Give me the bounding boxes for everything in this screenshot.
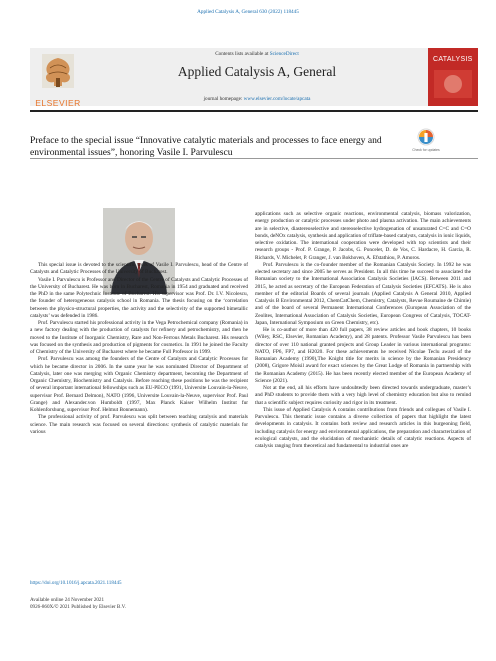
publisher-wordmark: ELSEVIER bbox=[35, 98, 81, 108]
body-paragraph: He is co-author of more than 420 full papers, 38 review articles and book chapters, 10 books (Wiley, RSC, Elsevier, Romanian Academy), and 28 patents. Professor Vasile Parvulescu has been director of over 110 national granted projects and Group Leader in various international programs: NATO, FP6, FP7, and H2020. For these achievements he received Nicolae Teclu award of the Romanian Academy (1990),The Knight title for merits in science by the Romanian Presidency (2008), Grigore Moisil award for exact sciences by the Great Lodge of Romania in partnership with the Romanian Academy (2015). He has been recently elected member of the European Academy of Science (2021). bbox=[255, 327, 471, 384]
sciencedirect-link[interactable]: ScienceDirect bbox=[269, 51, 299, 57]
body-paragraph: This issue of Applied Catalysis A contains contributions from friends and collegues of Vasile I. Parvulescu. This thematic issue contains a diverse collection of papers that highlight the latest developments in catalysis. It contains both review and research articles in this burgeoning field, including catalysis for energy and environmental applications, the preparation and characterization of ecological catalysts, and the elucidation of mechanistic details of catalytic reactions. Aspects of catalysis ranging from theoretical and fundamental to industrial ones are bbox=[255, 406, 471, 449]
body-paragraph: This special issue is devoted to the scientific work of Vasile I. Parvulescu, head of the Centre of Catalysts and Catalytic Processes of the University of Bucharest. bbox=[30, 262, 248, 276]
journal-title: Applied Catalysis A, General bbox=[177, 64, 337, 79]
cover-artwork bbox=[428, 48, 478, 106]
copyright-notice: 0926-860X/© 2021 Published by Elsevier B.V. bbox=[30, 604, 126, 611]
body-column-right bbox=[255, 211, 471, 450]
contents-prefix: Contents lists available at bbox=[215, 51, 270, 57]
homepage-link[interactable]: www.elsevier.com/locate/apcata bbox=[243, 96, 311, 102]
available-online-date: Available online 24 November 2021 bbox=[30, 597, 105, 603]
body-paragraph: The professional activity of prof. Parvulescu was split between teaching catalysis and materials science. The main research was focused on several directions: synthesis of catalytic materials for various bbox=[30, 414, 248, 435]
body-paragraph: Prof. Parvulescu was among the founders of the Centre of Catalysts and Catalytic Processes for which he became director in 2006. In the same year he was nominated Director of Department of Catalysis, later one was merging with Organic Chemistry department, becoming the Department of Organic Chemistry, Biochemistry and Catalysis. Before reaching these positions he was the recipient of several important international fellowships such as EU-PECO (1991, Universite Louvain-la-Neuve, supervisor Prof. Bernard Delmon), NATO (1996, Universite Louvain-la-Neuve, supervisor Prof. Paul Grange) and Alexander.von Humboldt (1997, Max Planck Kaiser Wilhelm Institut fur Kohlenforshung, supervisor Prof. Helmut Bonnemann). bbox=[30, 356, 248, 413]
doi-link[interactable]: https://doi.org/10.1016/j.apcata.2021.118445 bbox=[30, 580, 122, 586]
cover-title: CATALYSIS bbox=[433, 56, 473, 63]
body-paragraph: Prof. Parvulescu is the co-founder member of the Romanian Catalysis Society. In 1992 he was elected secretary and since 2005 he serves as President. In all this time he succeed to associated the Romanian society to the International Association Catalysis Societies (IACS). Between 2011 and 2015, he acted as secretary of the European Federation of Catalysis Societies (EFCATS). He is also member of the editorial Boards of several journals (Applied Catalysis A General 2010, Applied Catalysis B Environmental 2012, ChemCatChem, Chemistry, Catalysts, Revue Roumaine de Chimie) and of the board of several Permanent International Conferences (European Association of the Zeolites, International Association of Catalysis Societies, European Congress of Catalysis, TOCAT-Japan, International Symposium on Green Chemistry, etc). bbox=[255, 261, 471, 326]
crossmark-label[interactable]: Check for updates bbox=[412, 148, 440, 152]
body-paragraph: applications such as selective organic reactions, environmental catalysis, biomass valorization, energy production or catalytic processes under photo and plasma activation. The main achievements are in selective, diastereoselective and stereoselective hydrogenation of unsaturated C=C and C=O bonds, deNOx catalysis, synthesis and application of triflate-based catalysts, catalysis in ionic liquids, selective oxidation. The international cooperation were developed with top scientists and their research groups - Prof. P. Grange, P. Jacobs, G. Poncelet, D. de Vos, C. Hardacre, H. Garcia, R. Richards, V. Michelet, P. Granger, J. van Bokhoven, A. Efstathiou, P. Amoros. bbox=[255, 211, 471, 261]
body-paragraph: Vasile I. Parvulescu is Professor and Director of the Centre of Catalysts and Catalytic Processes of the University of Bucharest. He was born in Bucharest, Romania in 1954 and graduated and received the PhD in the same Polytechnic Institute of Bucharest. His supervisor was Prof. Dr. I.V. Nicolescu, the founder of heterogeneous catalysis school in Romania. The thesis focusing on the ‘correlation between the physico-structural properties, the activity and the selectivity of the supported bimetallic catalysts’ was defended in 1986. bbox=[30, 276, 248, 319]
journal-reference[interactable]: Applied Catalysis A, General 630 (2022) 118445 bbox=[197, 9, 299, 15]
body-paragraph: Not at the end, all his efforts have undoubtedly been directed towards undergraduate, master’s and PhD students to provide them with a very high level of chemistry education but also to remind that a scientific subject requires curiosity and rigor in its treatment. bbox=[255, 385, 471, 406]
homepage-prefix: journal homepage: bbox=[203, 96, 244, 102]
publication-footer bbox=[30, 597, 330, 611]
journal-cover-thumbnail bbox=[428, 48, 478, 106]
title-rule bbox=[30, 158, 478, 159]
body-column-left bbox=[30, 262, 248, 436]
contents-line bbox=[86, 51, 428, 57]
article-title: Preface to the special issue “Innovative catalytic materials and processes to face energy and environmental issues”, honoring Vasile I. Parvulescu bbox=[30, 135, 382, 158]
header-rule bbox=[30, 110, 478, 112]
body-paragraph: Prof. Parvulescu started his professional activity in the Vega Petrochemical company (Romania) in a new factory dealing with the production of catalysts for refinery and petrochemistry, and then he moved to the Institute of Inorganic Chemistry, Rare and Non-Ferrous Metals Bucharest. His research was focused on the synthesis and production of pigments for cosmetics. In 1991 he joined the Faculty of Chemistry of the University of Bucharest where he became Full Professor in 1999. bbox=[30, 320, 248, 355]
homepage-line bbox=[86, 96, 428, 102]
